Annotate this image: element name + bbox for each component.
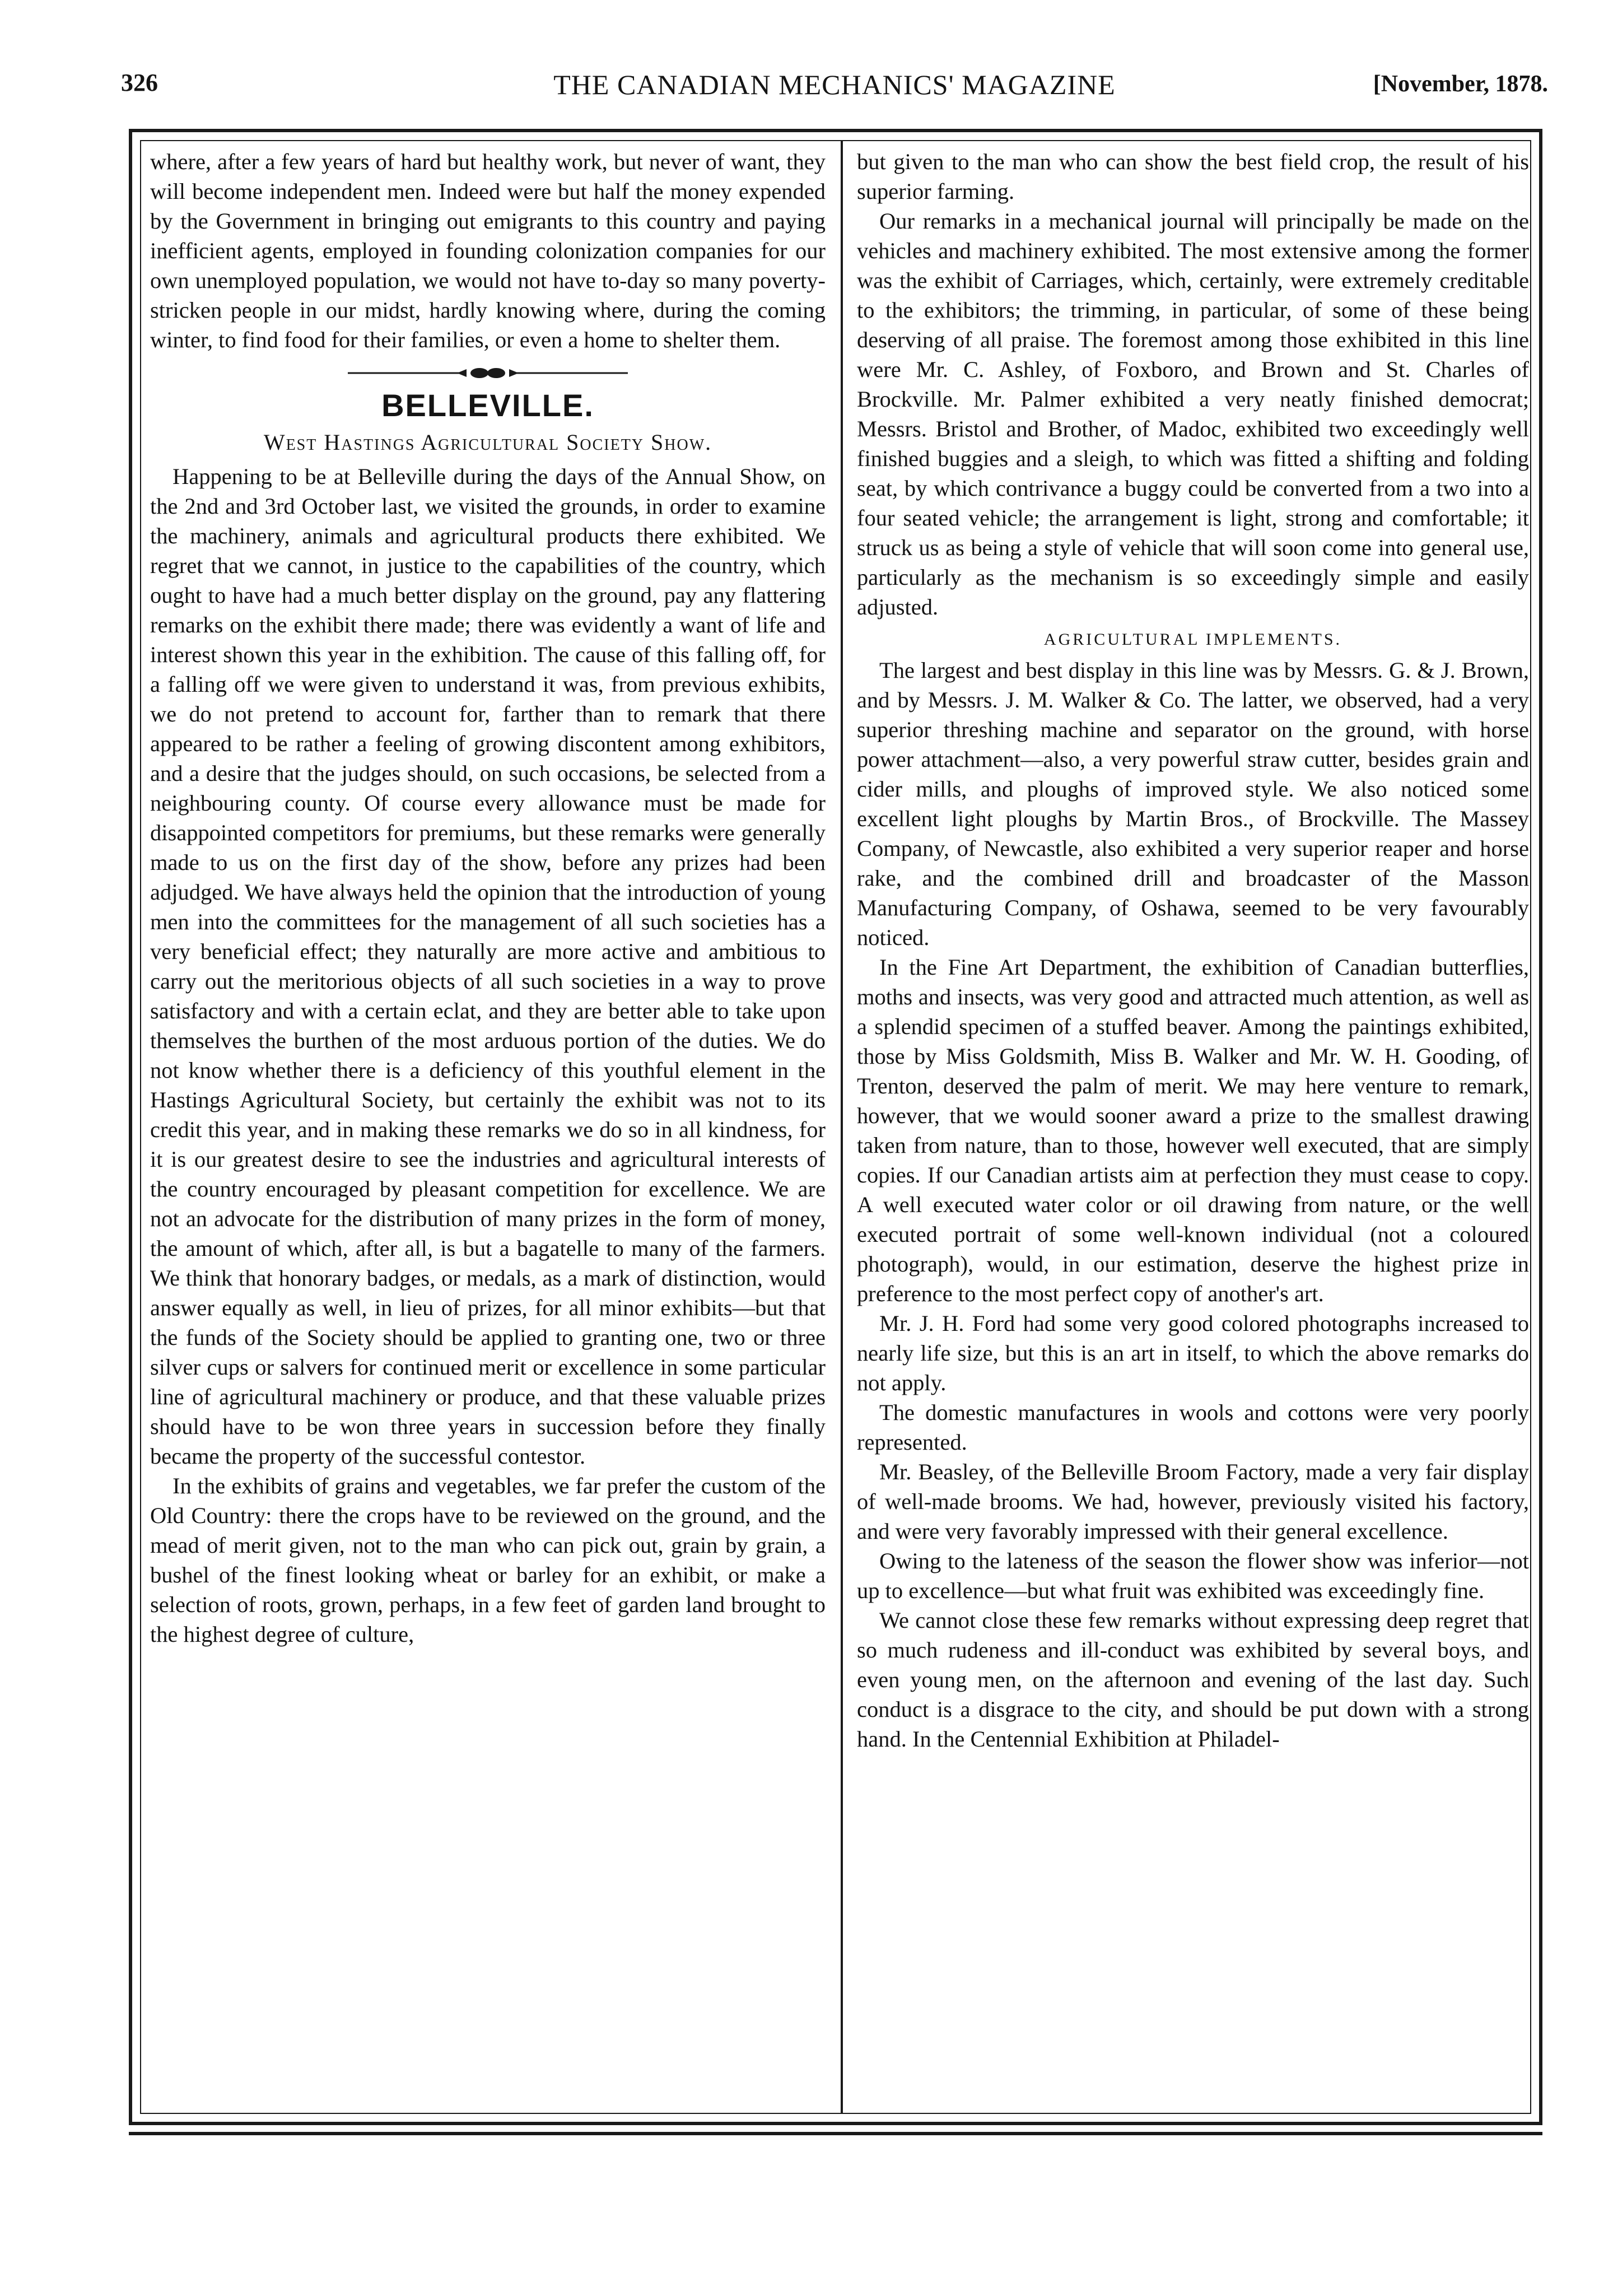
left-column [150,147,826,2107]
article-title: BELLEVILLE. [381,388,594,423]
article-paragraph: The domestic manufactures in wools and cottons were very poorly represented. [857,1400,1529,1455]
article-paragraph: but given to the man who can show the best field crop, the result of his superior farming. [857,149,1529,204]
bottom-rule [129,2132,1542,2135]
section-subhead: AGRICULTURAL IMPLEMENTS. [1043,630,1342,649]
article-paragraph: Owing to the lateness of the season the flower show was inferior—not up to excellence—but what fruit was exhibited was exceedingly fine. [857,1548,1529,1603]
article-paragraph: Happening to be at Belleville during the days of the Annual Show, on the 2nd and 3rd October last, we visited the grounds, in order to examine the machinery, animals and agricultural products there exhibited. We regret that we cannot, in justice to the capabilities of the country, which ought to have had a much better display on the ground, pay any flattering remarks on the exhibit there made; there was evidently a want of life and interest shown this year in the exhibition. The cause of this falling off, for a falling off we were given to understand it was, from previous exhibits, we do not pretend to account for, farther than to remark that there appeared to be rather a feeling of growing discontent among exhibitors, and a desire that the judges should, on such occasions, be selected from a neighbouring county. Of course every allowance must be made for disappointed competitors for premiums, but these remarks were generally made to us on the first day of the show, before any prizes had been adjudged. We have always held the opinion that the introduction of young men into the committees for the management of all such societies has a very beneficial effect; they naturally are more active and ambitious to carry out the meritorious objects of all such societies in a way to prove satisfactory and with a certain eclat, and they are better able to take upon themselves the burthen of the most arduous portion of the duties. We do not know whether there is a deficiency of this youthful element in the Hastings Agricultural Society, but certainly the exhibit was not to its credit this year, and in making these remarks we do so in all kindness, for it is our greatest desire to see the industries and agricultural interests of the country encouraged by pleasant competition for excellence. We are not an advocate for the distribution of many prizes in the form of money, the amount of which, after all, is but a bagatelle to many of the farmers. We think that honorary badges, or medals, as a mark of distinction, would answer equally as well, in lieu of prizes, for all minor exhibits—but that the funds of the Society should be applied to granting one, two or three silver cups or salvers for continued merit or excellence in some particular line of agricultural machinery or produce, and that these valuable prizes should have to be won three years in succession before they finally became the property of the successful contestor. [150,464,826,1469]
article-paragraph: We cannot close these few remarks without expressing deep regret that so much rudeness and ill-conduct was exhibited by several boys, and even young men, on the afternoon and evening of the last day. Such conduct is a disgrace to the city, and should be put down with a strong hand. In the Centennial Exhibition at Philadel- [857,1608,1529,1752]
continued-paragraph: where, after a few years of hard but healthy work, but never of want, they will become independent men. Indeed were but half the money expended by the Government in bringing out emigrants to this country and paying inefficient agents, employed in founding colonization companies for our own unemployed population, we would not have to-day so many poverty-stricken people in our midst, hardly knowing where, during the coming winter, to find food for their families, or even a home to shelter them. [150,149,826,352]
magazine-title: THE CANADIAN MECHANICS' MAGAZINE [553,69,1116,100]
page-number: 326 [121,69,158,96]
ornament-divider [342,367,633,379]
article-paragraph: Mr. J. H. Ford had some very good colored photographs increased to nearly life size, but this is an art in itself, to which the above remarks do not apply. [857,1311,1529,1395]
page-header [121,68,1548,113]
issue-date: [November, 1878. [1373,71,1548,97]
article-paragraph: The largest and best display in this line was by Messrs. G. & J. Brown, and by Messrs. J. M. Walker & Co. The latter, we observed, had a very superior threshing machine and separator on the ground, with horse power attachment—also, a very powerful straw cutter, besides grain and cider mills, and ploughs of improved style. We also noticed some excellent light ploughs by Martin Bros., of Brockville. The Massey Company, of Newcastle, also exhibited a very superior reaper and horse rake, and the combined drill and broadcaster of the Masson Manufacturing Company, of Oshawa, seemed to be very favourably noticed. [857,658,1529,950]
column-divider [841,141,843,2113]
article-paragraph: In the Fine Art Department, the exhibition of Canadian butterflies, moths and insects, was very good and attracted much attention, as well as a splendid specimen of a stuffed beaver. Among the paintings exhibited, those by Miss Goldsmith, Miss B. Walker and Mr. W. H. Gooding, of Trenton, deserved the palm of merit. We may here venture to remark, however, that we would sooner award a prize to the smallest drawing taken from nature, than to those, however well executed, that are simply copies. If our Canadian artists aim at perfection they must cease to copy. A well executed water color or oil drawing from nature, or the well executed portrait of some well-known individual (not a coloured photograph), would, in our estimation, deserve the highest prize in preference to the most perfect copy of another's art. [857,954,1529,1306]
article-paragraph: Mr. Beasley, of the Belleville Broom Factory, made a very fair display of well-made brooms. We had, however, previously visited his factory, and were very favorably impressed with their general excellence. [857,1459,1529,1544]
article-paragraph: In the exhibits of grains and vegetables, we far prefer the custom of the Old Country: there the crops have to be reviewed on the ground, and the mead of merit given, not to the man who can pick out, grain by grain, a bushel of the finest looking wheat or barley for an exhibit, or make a selection of roots, grown, perhaps, in a few feet of garden land brought to the highest degree of culture, [150,1473,826,1647]
article-subtitle: West Hastings Agricultural Society Show. [263,430,712,455]
article-paragraph: Our remarks in a mechanical journal will principally be made on the vehicles and machinery exhibited. The most extensive among the former was the exhibit of Carriages, which, certainly, were extremely creditable to the exhibitors; the trimming, in particular, of some of these being deserving of all praise. The foremost among those exhibited in this line were Mr. C. Ashley, of Foxboro, and Brown and St. Charles of Brockville. Mr. Palmer exhibited a very neatly finished democrat; Messrs. Bristol and Brother, of Madoc, exhibited two exceedingly well finished buggies and a sleigh, to which was fitted a shifting and folding seat, by which contrivance a buggy could be converted from a two into a four seated vehicle; the arrangement is light, strong and comfortable; it struck us as being a style of vehicle that will soon come into general use, particularly as the mechanism is so exceedingly simple and easily adjusted. [857,208,1529,620]
right-column [857,147,1529,2107]
